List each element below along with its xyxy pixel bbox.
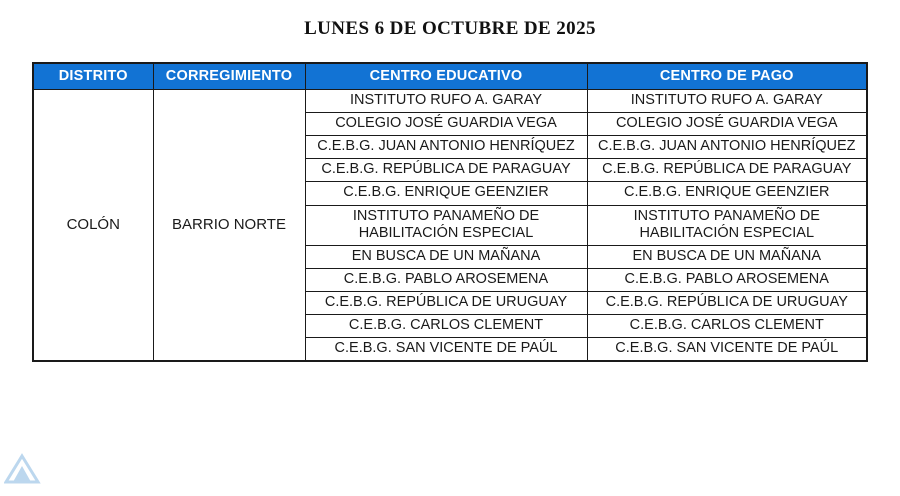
cell-centro-de-pago: C.E.B.G. SAN VICENTE DE PAÚL <box>587 338 867 362</box>
cell-centro-de-pago: C.E.B.G. PABLO AROSEMENA <box>587 268 867 291</box>
cell-centro-educativo: C.E.B.G. SAN VICENTE DE PAÚL <box>305 338 587 362</box>
schedule-table <box>32 62 868 362</box>
schedule-table-container <box>32 62 868 362</box>
cell-centro-educativo: C.E.B.G. CARLOS CLEMENT <box>305 315 587 338</box>
cell-centro-educativo: C.E.B.G. JUAN ANTONIO HENRÍQUEZ <box>305 136 587 159</box>
cell-centro-de-pago: COLEGIO JOSÉ GUARDIA VEGA <box>587 113 867 136</box>
page-title: LUNES 6 DE OCTUBRE DE 2025 <box>304 18 596 39</box>
cell-centro-educativo: COLEGIO JOSÉ GUARDIA VEGA <box>305 113 587 136</box>
cell-centro-de-pago: C.E.B.G. REPÚBLICA DE URUGUAY <box>587 291 867 314</box>
cell-centro-de-pago: INSTITUTO PANAMEÑO DE HABILITACIÓN ESPECIAL <box>587 205 867 245</box>
cell-centro-educativo: EN BUSCA DE UN MAÑANA <box>305 245 587 268</box>
cell-centro-educativo: INSTITUTO RUFO A. GARAY <box>305 90 587 113</box>
table-row <box>33 90 867 113</box>
column-header-corregimiento: CORREGIMIENTO <box>153 63 305 90</box>
table-body <box>33 90 867 362</box>
cell-corregimiento: BARRIO NORTE <box>153 90 305 362</box>
cell-centro-de-pago: C.E.B.G. JUAN ANTONIO HENRÍQUEZ <box>587 136 867 159</box>
table-header <box>33 63 867 90</box>
cell-centro-de-pago: C.E.B.G. ENRIQUE GEENZIER <box>587 182 867 205</box>
column-header-distrito: DISTRITO <box>33 63 153 90</box>
cell-centro-educativo: C.E.B.G. PABLO AROSEMENA <box>305 268 587 291</box>
column-header-centro-educativo: CENTRO EDUCATIVO <box>305 63 587 90</box>
cell-centro-de-pago: INSTITUTO RUFO A. GARAY <box>587 90 867 113</box>
cell-distrito: COLÓN <box>33 90 153 362</box>
cell-centro-de-pago: C.E.B.G. CARLOS CLEMENT <box>587 315 867 338</box>
cell-centro-educativo: C.E.B.G. REPÚBLICA DE URUGUAY <box>305 291 587 314</box>
cell-centro-de-pago: EN BUSCA DE UN MAÑANA <box>587 245 867 268</box>
cell-centro-educativo: C.E.B.G. ENRIQUE GEENZIER <box>305 182 587 205</box>
table-header-row <box>33 63 867 90</box>
cell-centro-educativo: INSTITUTO PANAMEÑO DE HABILITACIÓN ESPECIAL <box>305 205 587 245</box>
decorative-triangle-icon <box>4 448 44 494</box>
cell-centro-educativo: C.E.B.G. REPÚBLICA DE PARAGUAY <box>305 159 587 182</box>
column-header-centro-de-pago: CENTRO DE PAGO <box>587 63 867 90</box>
cell-centro-de-pago: C.E.B.G. REPÚBLICA DE PARAGUAY <box>587 159 867 182</box>
